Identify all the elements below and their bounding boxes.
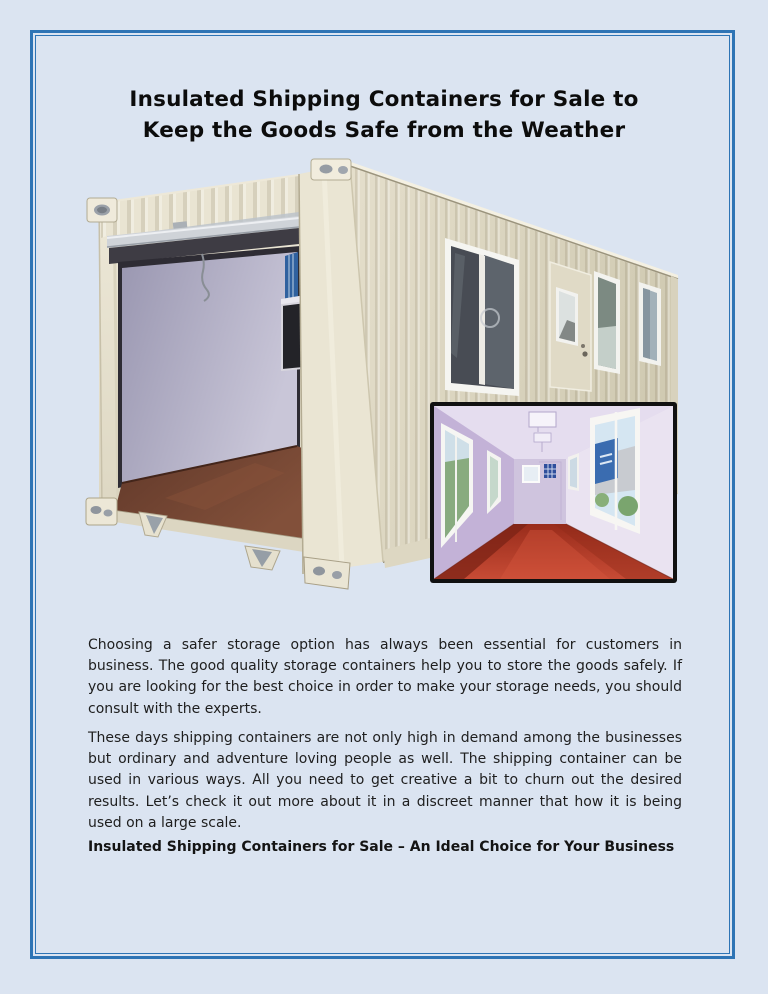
ceiling-light [529,412,556,427]
page-title-line2: Keep the Goods Safe from the Weather [142,118,626,143]
side-window-narrow-2 [639,282,661,366]
subheading: Insulated Shipping Containers for Sale – An Ideal Choice for Your Business [88,839,675,855]
page-title-line1: Insulated Shipping Containers for Sale to [129,87,639,112]
interior-inset-photo [430,402,677,583]
side-window-narrow-1 [594,271,620,374]
paragraph-2: These days shipping containers are not only high in demand among the businesses but ordinary and adventure loving people as well. The shipping container can be used in various ways. All you need to get creative a bit to churn out the desired results. Let’s check it out more about it in a discreet manner that how it is being used on a large scale. [88,730,682,831]
open-doorway-interior [115,246,314,538]
page-title [0,84,768,146]
container-photo [85,158,685,598]
side-entry-door [550,262,591,391]
blue-stacked-items [285,252,298,300]
side-window-large [445,238,519,396]
paragraph-1: Choosing a safer storage option has always been essential for customers in business. The good quality storage containers help you to store the goods safely. If you are looking for the best choice in order to make your storage needs, you should consult with the experts. [88,637,682,717]
container-illustration [85,158,685,598]
